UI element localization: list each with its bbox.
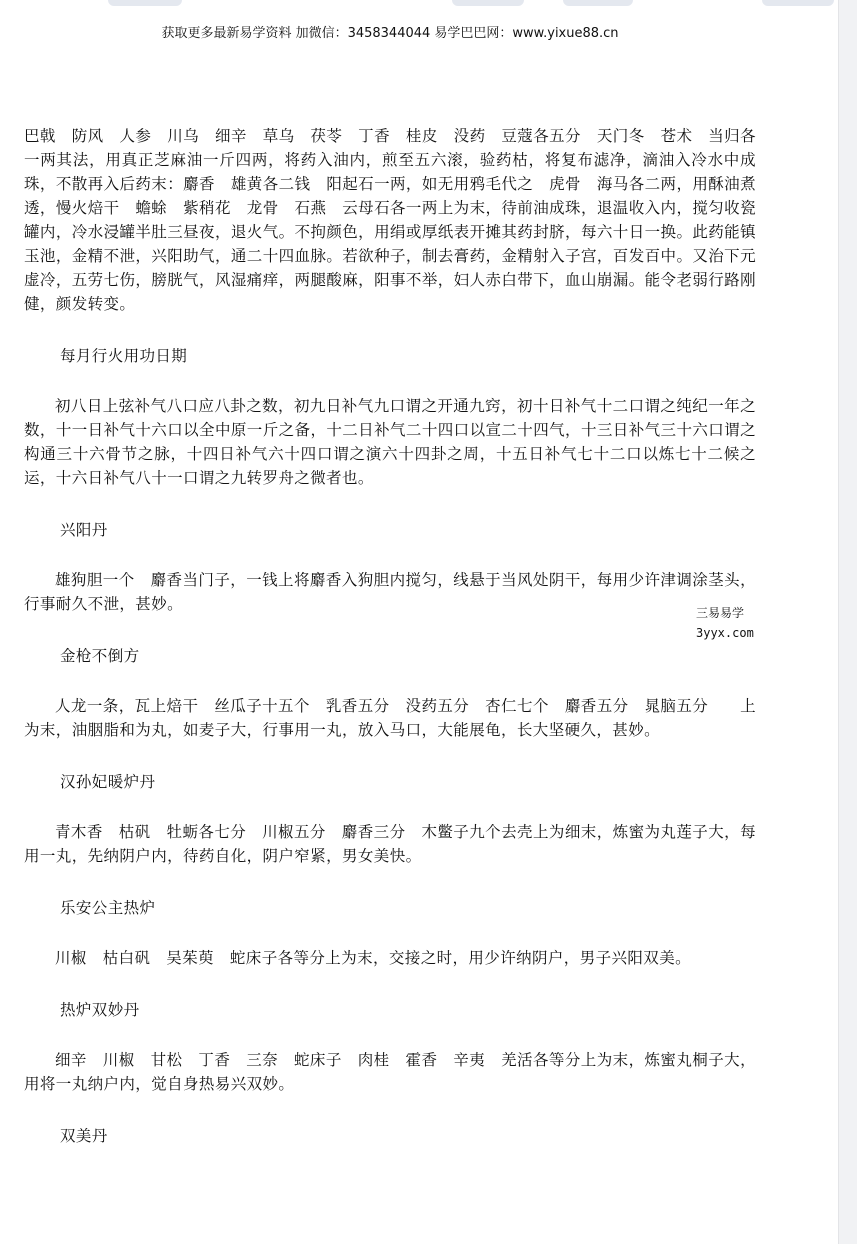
- document-body: [24, 124, 756, 1148]
- paragraph: 细辛 川椒 甘松 丁香 三奈 蛇床子 肉桂 霍香 辛夷 羌活各等分上为末，炼蜜丸桐子大，用将一丸纳户内，觉自身热易兴双妙。: [24, 1051, 756, 1093]
- section-heading: 热炉双妙丹: [60, 1001, 140, 1019]
- section-heading: 金枪不倒方: [60, 647, 140, 665]
- paragraph: 雄狗胆一个 麝香当门子，一钱上将麝香入狗胆内搅匀，线悬于当风处阴干，每用少许津调涂茎头，行事耐久不泄，甚妙。: [24, 571, 756, 613]
- section-heading: 双美丹: [60, 1127, 108, 1145]
- paragraph: 川椒 枯白矾 吴茱萸 蛇床子各等分上为末，交接之时，用少许纳阴户，男子兴阳双美。: [55, 949, 692, 967]
- section-heading: 汉孙妃暖炉丹: [60, 773, 156, 791]
- browser-tab-strip: [0, 0, 857, 8]
- header-notice: 获取更多最新易学资料 加微信：3458344044 易学巴巴网：www.yixue88.cn: [161, 26, 619, 41]
- tab-stub[interactable]: [762, 0, 834, 6]
- section-heading: 乐安公主热炉: [60, 899, 156, 917]
- tab-stub[interactable]: [108, 0, 182, 6]
- paragraph: 人龙一条，瓦上焙干 丝瓜子十五个 乳香五分 没药五分 杏仁七个 麝香五分 晁脑五分 上为末，油胭脂和为丸，如麦子大，行事用一丸，放入马口，大能展龟，长大坚硬久，甚妙。: [24, 697, 756, 739]
- paragraph: 巴戟 防风 人参 川乌 细辛 草乌 茯苓 丁香 桂皮 没药 豆蔻各五分 天门冬 苍术 当归各一两其法，用真正芝麻油一斤四两，将药入油内，煎至五六滚，验药枯，将复布滤净，滴油入冷水中成珠，不散再入后药末：麝香 雄黄各二钱 阳起石一两，如无用鸦毛代之 虎骨 海马各二两，用酥油煮透，慢火焙干 蟾蜍 紫稍花 龙骨 石燕 云母石各一两上为末，待前油成珠，退温收入内，搅匀收瓷罐内，冷水浸罐半肚三昼夜，退火气。不拘颜色，用绢或厚纸表开摊其药封脐，每六十日一换。此药能镇玉池，金精不泄，兴阳助气，通二十四血脉。若欲种子，制去膏药，金精射入子宫，百发百中。又治下元虚冷，五劳七伤，膀胱气，风湿痛痒，两腿酸麻，阳事不举，妇人赤白带下，血山崩漏。能令老弱行路刚健，颜发转变。: [24, 127, 756, 313]
- watermark-line: 3yyx.com: [696, 626, 754, 640]
- paragraph: 青木香 枯矾 牡蛎各七分 川椒五分 麝香三分 木鳖子九个去壳上为细末，炼蜜为丸莲子大，每用一丸，先纳阴户内，待药自化，阴户窄紧，男女美快。: [24, 823, 756, 865]
- watermark-line: 三易易学: [696, 606, 745, 620]
- section-heading: 每月行火用功日期: [60, 347, 188, 365]
- scrollbar-track[interactable]: [838, 0, 857, 1244]
- site-watermark: [696, 603, 754, 643]
- paragraph: 初八日上弦补气八口应八卦之数，初九日补气九口谓之开通九窍，初十日补气十二口谓之纯纪一年之数，十一日补气十六口以全中原一斤之备，十二日补气二十四口以宣二十四气，十三日补气三十六口谓之构通三十六骨节之脉，十四日补气六十四口谓之演六十四卦之周，十五日补气七十二口以炼七十二候之运，十六日补气八十一口谓之九转罗舟之微者也。: [24, 397, 756, 487]
- tab-stub[interactable]: [563, 0, 633, 6]
- section-heading: 兴阳丹: [60, 521, 108, 539]
- tab-stub[interactable]: [452, 0, 524, 6]
